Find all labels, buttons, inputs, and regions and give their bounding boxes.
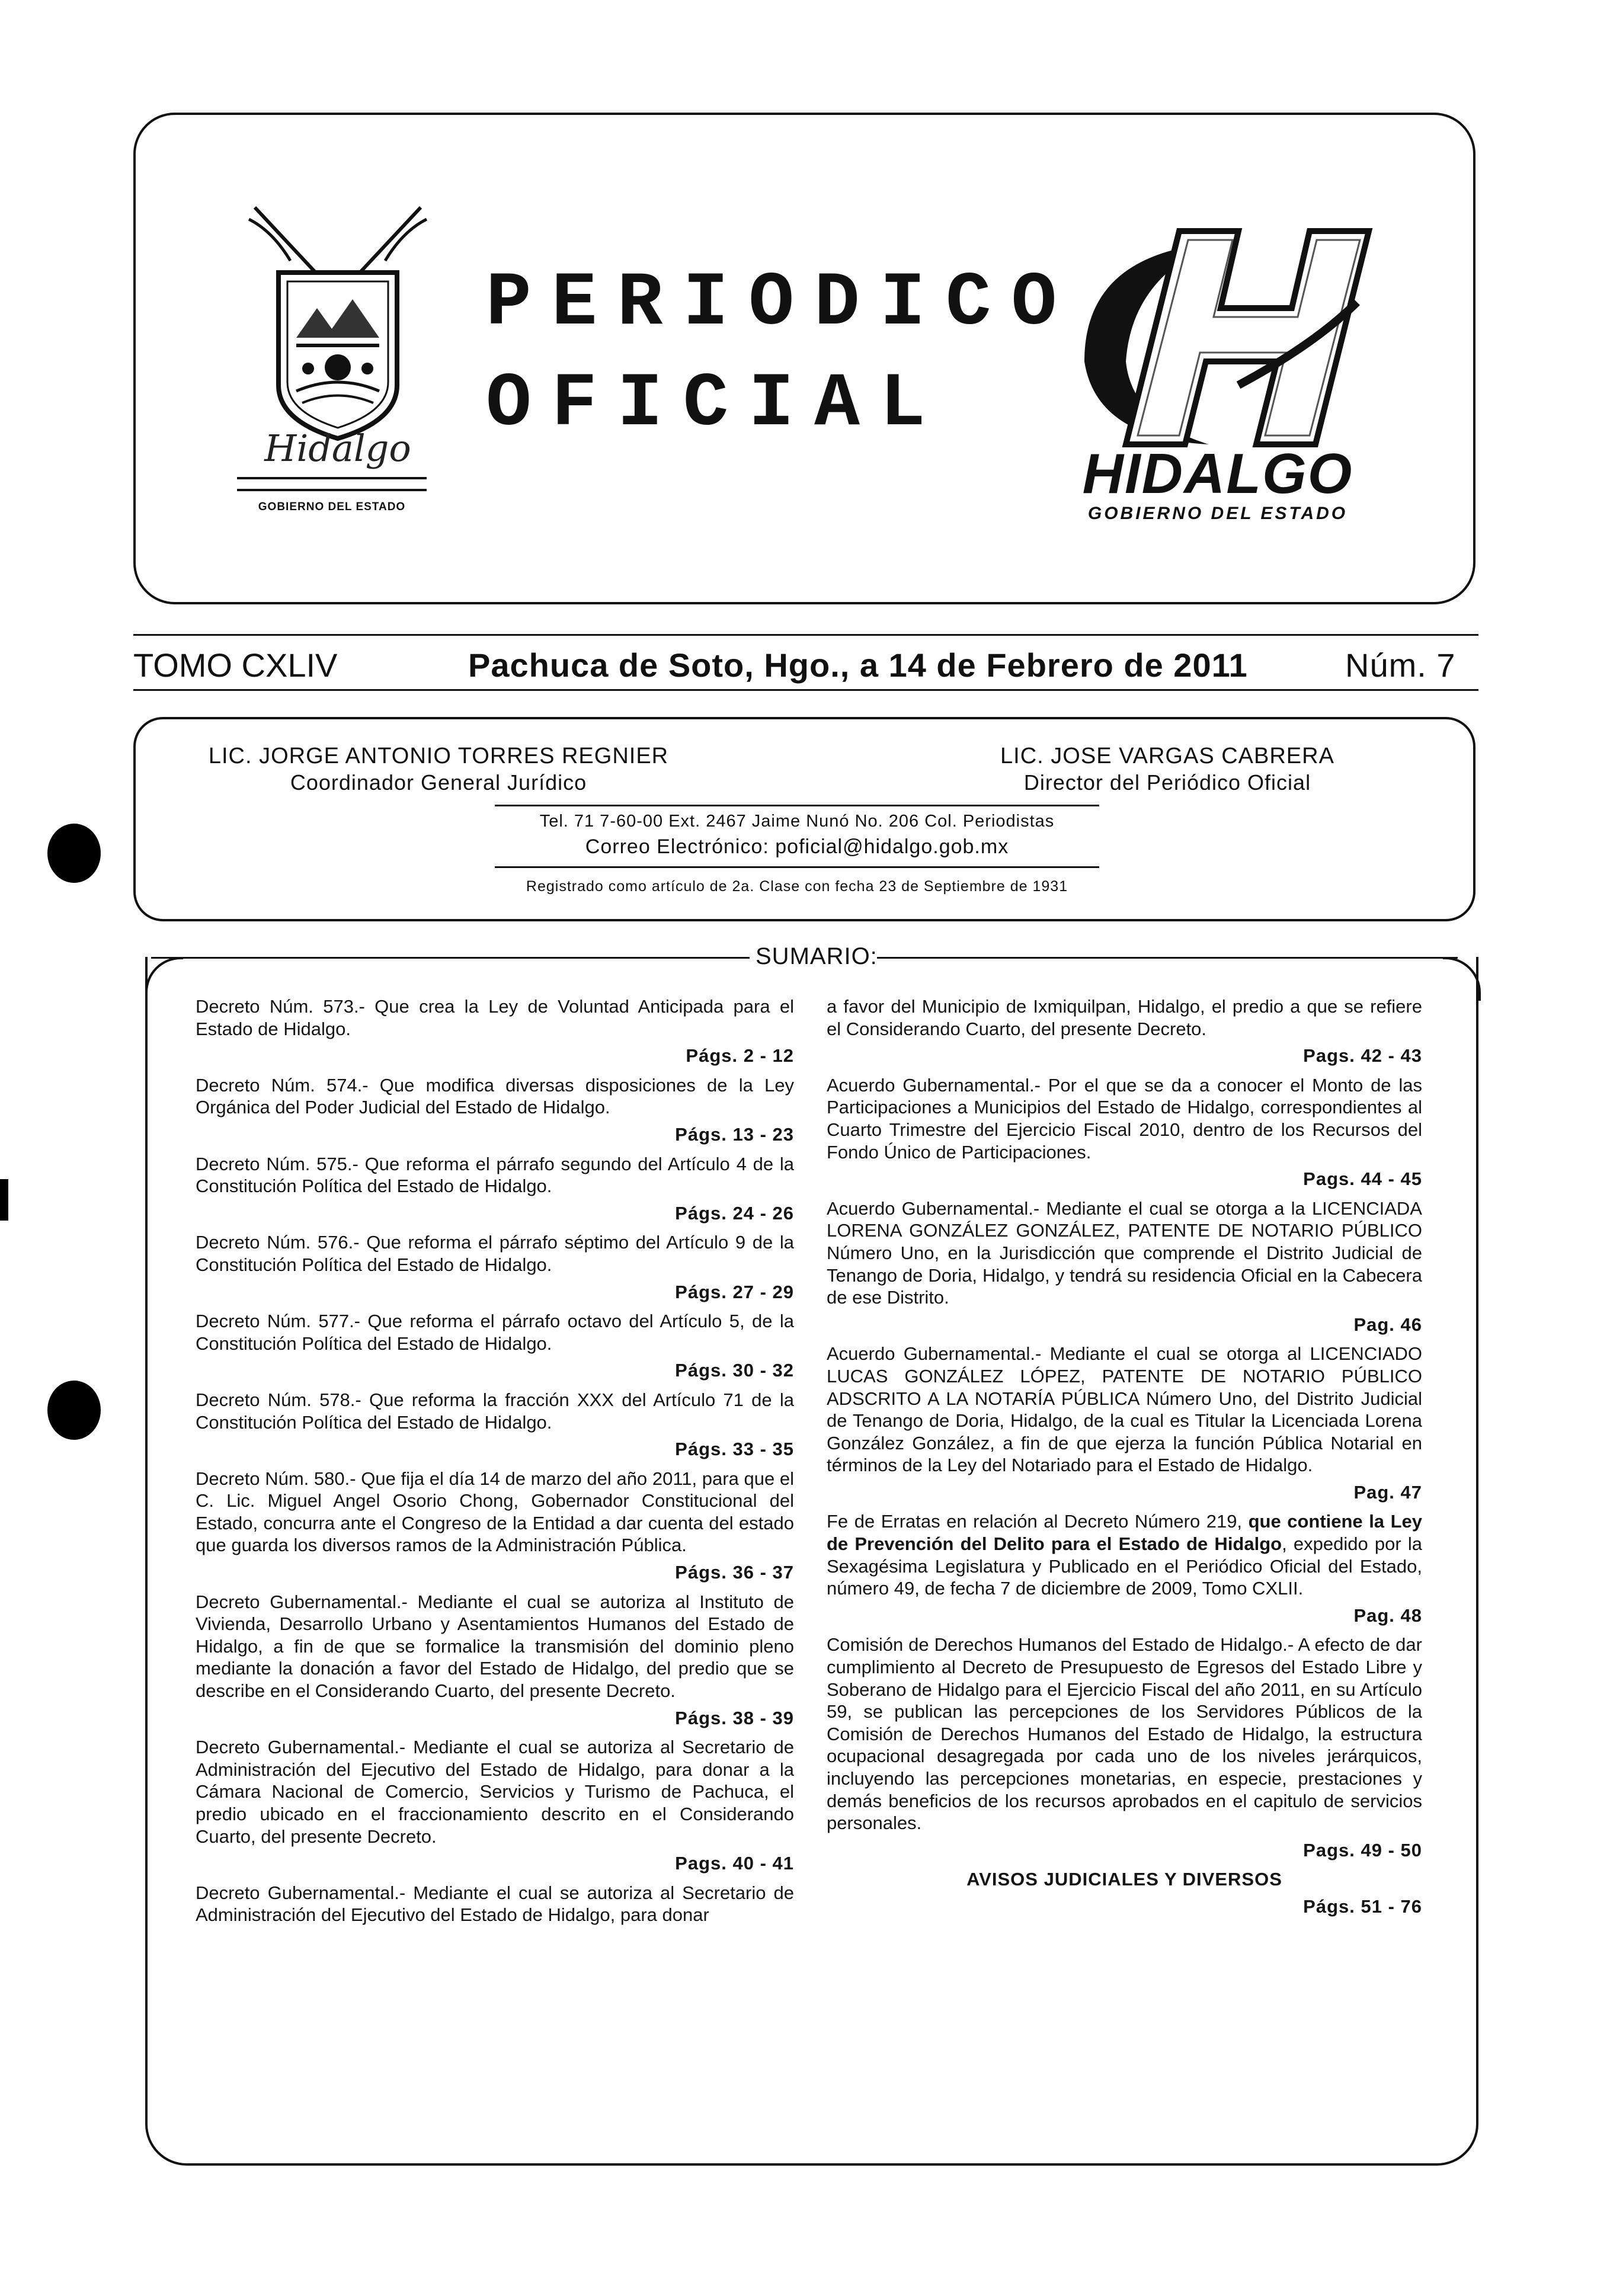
entry-pages: Págs. 2 - 12 [686, 1045, 794, 1067]
entry-pages: Págs. 13 - 23 [675, 1123, 794, 1145]
sumario-left-column [196, 995, 794, 1933]
avisos-pages: Págs. 51 - 76 [1303, 1895, 1422, 1917]
hidalgo-logo-wordmark: HIDALGO [1082, 442, 1353, 505]
registry-note: Registrado como artículo de 2a. Clase con fecha 23 de Septiembre de 1931 [526, 878, 1068, 895]
entry-pages: Págs. 36 - 37 [675, 1562, 794, 1583]
contact-rule-top [495, 805, 1099, 806]
entry-text: Acuerdo Gubernamental.- Por el que se da a conocer el Monto de las Participaciones a Municipios del Estado de Hidalgo, correspondientes al Cuarto Trimestre del Ejercicio Fiscal 2010, dentro de los Recursos del Fondo Único de Participaciones. [827, 1074, 1422, 1163]
entry-pages: Págs. 33 - 35 [675, 1439, 794, 1460]
entry-text-bold: que contiene la Ley de Prevención del Delito para el Estado de Hidalgo [827, 1511, 1422, 1555]
binder-hole [47, 824, 101, 883]
sumario-entry [196, 995, 794, 1067]
scan-edge-mark [0, 1179, 8, 1221]
volume-label: TOMO CXLIV [133, 646, 338, 684]
entry-text-start: Fe de Erratas en relación al Decreto Número 219, [827, 1511, 1249, 1532]
issue-place-date: Pachuca de Soto, Hgo., a 14 de Febrero de 2011 [468, 646, 1248, 684]
sumario-entry [196, 1231, 794, 1303]
sumario-entry [196, 1153, 794, 1225]
issue-number: Núm. 7 [1345, 646, 1456, 684]
issue-rule-top [133, 634, 1478, 636]
entry-text: Decreto Núm. 580.- Que fija el día 14 de marzo del año 2011, para que el C. Lic. Miguel Angel Osorio Chong, Gobernador Constitucional del Estado, concurra ante el Congreso de la Entidad a dar cuenta del estado que guarda los diversos ramos de la Administración Pública. [196, 1468, 794, 1556]
entry-text: Comisión de Derechos Humanos del Estado de Hidalgo.- A efecto de dar cumplimiento al Decreto de Presupuesto de Egresos del Estado Libre y Soberano de Hidalgo para el Ejercicio Fiscal del año 2011, en su Artículo 59, se publican las percepciones de los Servidores Públicos de la Comisión de Derechos Humanos del Estado de Hidalgo, la estructura ocupacional desagregada por cada uno de los niveles jerárquicos, incluyendo las percepciones monetarias, en especie, prestaciones y demás beneficios de los recursos aprobados en el capitulo de servicios personales. [827, 1634, 1422, 1834]
avisos-heading: AVISOS JUDICIALES Y DIVERSOS [966, 1869, 1282, 1890]
entry-pages: Pags. 44 - 45 [1303, 1168, 1422, 1190]
entry-text: Decreto Gubernamental.- Mediante el cual se autoriza al Secretario de Administración del Ejecutivo del Estado de Hidalgo, para donar [196, 1882, 794, 1926]
entry-text: Decreto Gubernamental.- Mediante el cual se autoriza al Secretario de Administración del Ejecutivo del Estado de Hidalgo, para donar a la Cámara Nacional de Comercio, Servicios y Turismo de Pachuca, el predio ubicado en el fraccionamiento descrito en el Considerando Cuarto, del presente Decreto. [196, 1737, 794, 1847]
sumario-entry [196, 1591, 794, 1730]
sumario-entry [827, 1197, 1422, 1336]
entry-text: Decreto Núm. 578.- Que reforma la fracción XXX del Artículo 71 de la Constitución Política del Estado de Hidalgo. [196, 1389, 794, 1433]
sumario-entry [827, 1074, 1422, 1190]
binder-hole [47, 1381, 101, 1440]
entry-text: Decreto Núm. 576.- Que reforma el párrafo séptimo del Artículo 9 de la Constitución Política del Estado de Hidalgo. [196, 1232, 794, 1275]
entry-text: Decreto Núm. 577.- Que reforma el párrafo octavo del Artículo 5, de la Constitución Política del Estado de Hidalgo. [196, 1311, 794, 1354]
crest-rule [237, 477, 427, 491]
sumario-entry [827, 1510, 1422, 1626]
sumario-entry [196, 1074, 794, 1146]
publication-title-line-2: OFICIAL [486, 361, 946, 447]
sumario-heading: SUMARIO: [756, 943, 878, 969]
entry-text: Decreto Gubernamental.- Mediante el cual se autoriza al Instituto de Vivienda, Desarrollo Urbano y Asentamientos Humanos del Estado de Hidalgo, a fin de que se formalice la transmisión del dominio pleno mediante la donación a favor del Estado de Hidalgo, del predio que se describe en el Considerando Cuarto, del presente Decreto. [196, 1591, 794, 1702]
entry-text: Decreto Núm. 574.- Que modifica diversas disposiciones de la Ley Orgánica del Poder Judicial del Estado de Hidalgo. [196, 1074, 794, 1118]
entry-pages: Pags. 40 - 41 [675, 1853, 794, 1874]
entry-text: Decreto Núm. 575.- Que reforma el párrafo segundo del Artículo 4 de la Constitución Política del Estado de Hidalgo. [196, 1153, 794, 1197]
contact-address: Tel. 71 7-60-00 Ext. 2467 Jaime Nunó No. 206 Col. Periodistas [539, 812, 1055, 831]
state-coat-of-arms [237, 196, 438, 450]
sumario-entry [196, 1468, 794, 1584]
contact-rule-bottom [495, 866, 1099, 868]
sumario-entry [827, 1634, 1422, 1861]
hidalgo-h-logo [1061, 207, 1387, 468]
hidalgo-logo-subtitle: GOBIERNO DEL ESTADO [1087, 504, 1348, 523]
entry-text: Decreto Núm. 573.- Que crea la Ley de Voluntad Anticipada para el Estado de Hidalgo. [196, 996, 794, 1039]
entry-pages: Pag. 46 [1353, 1314, 1422, 1335]
sumario-entry [827, 1343, 1422, 1503]
sumario-entry [196, 1736, 794, 1875]
entry-text: Acuerdo Gubernamental.- Mediante el cual se otorga a la LICENCIADA LORENA GONZÁLEZ GONZÁLEZ, PATENTE DE NOTARIO PÚBLICO Número Uno, en la Jurisdicción que comprende el Distrito Judicial de Tenango de Doria, Hidalgo, y tendrá su residencia Oficial en la Cabecera de ese Distrito. [827, 1197, 1422, 1308]
entry-pages: Pags. 42 - 43 [1303, 1045, 1422, 1067]
sumario-entry [196, 1389, 794, 1461]
director-role: Director del Periódico Oficial [1023, 770, 1311, 795]
coordinator-name: LIC. JORGE ANTONIO TORRES REGNIER [208, 744, 669, 768]
entry-text: Acuerdo Gubernamental.- Mediante el cual se otorga al LICENCIADO LUCAS GONZÁLEZ LÓPEZ, PATENTE DE NOTARIO PÚBLICO ADSCRITO A LA NOTARÍA PÚBLICA Número Uno, del Distrito Judicial de Tenango de Doria, Hidalgo, de la cual es Titular la Licenciada Lorena González González, a fin de que ejerza la función Pública Notarial en términos de la Ley del Notariado para el Estado de Hidalgo. [827, 1343, 1422, 1476]
issue-rule-bottom [133, 689, 1478, 691]
entry-text: a favor del Municipio de Ixmiquilpan, Hidalgo, el predio a que se refiere el Considerando Cuarto, del presente Decreto. [827, 996, 1422, 1039]
crest-script-signature: Hidalgo [264, 427, 411, 470]
sumario-rule-left [151, 957, 750, 959]
sumario-entry [196, 1882, 794, 1926]
entry-pages: Pags. 49 - 50 [1303, 1839, 1422, 1861]
entry-pages: Págs. 30 - 32 [675, 1360, 794, 1381]
sumario-rule-right [877, 957, 1458, 959]
entry-text [827, 1510, 1422, 1599]
sumario-entry [827, 995, 1422, 1067]
entry-pages: Págs. 24 - 26 [675, 1202, 794, 1224]
entry-pages: Pag. 48 [1353, 1605, 1422, 1626]
sumario-right-column [827, 995, 1422, 1918]
contact-email: Correo Electrónico: poficial@hidalgo.gob.mx [585, 835, 1009, 858]
entry-pages: Pag. 47 [1353, 1481, 1422, 1503]
entry-pages: Págs. 27 - 29 [675, 1281, 794, 1302]
entry-pages: Págs. 38 - 39 [675, 1707, 794, 1728]
sumario-entry [196, 1310, 794, 1382]
director-name: LIC. JOSE VARGAS CABRERA [1000, 744, 1334, 768]
publication-title-line-1: PERIODICO [486, 261, 1077, 347]
crest-caption: GOBIERNO DEL ESTADO [258, 501, 406, 513]
coordinator-role: Coordinador General Jurídico [290, 770, 587, 795]
entry-text-end: , expedido por la Sexagésima Legislatura y Publicado en el Periódico Oficial del Estado, número 49, de fecha 7 de diciembre de 2009, Tomo CXLII. [827, 1533, 1422, 1599]
